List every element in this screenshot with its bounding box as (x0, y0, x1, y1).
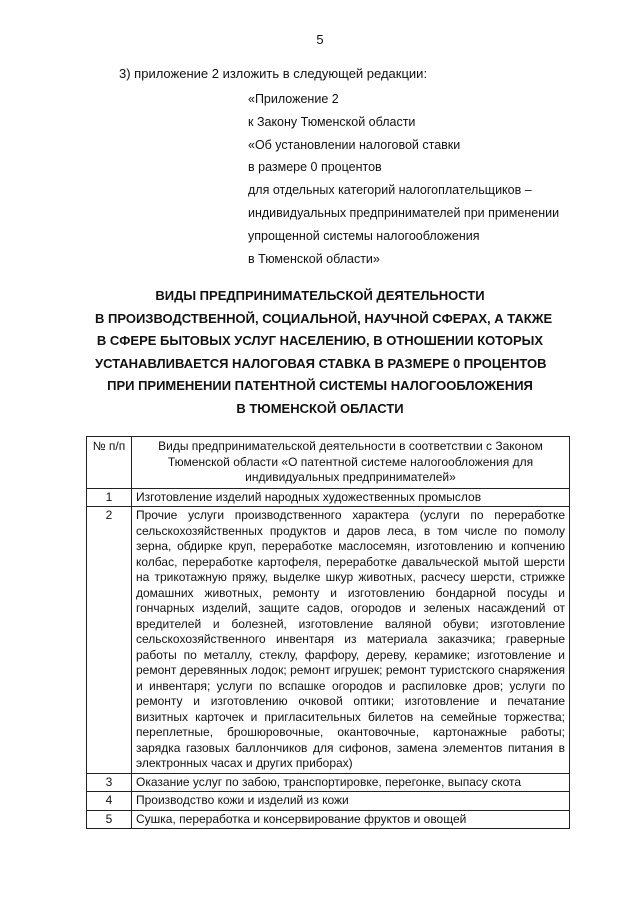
row-description: Изготовление изделий народных художественных промыслов (132, 488, 570, 507)
row-number: 1 (87, 488, 132, 507)
table-row (87, 810, 570, 829)
appendix-ref-line: для отдельных категорий налогоплательщиков – (248, 183, 532, 198)
appendix-ref-line: индивидуальных предпринимателей при применении (248, 205, 560, 220)
row-number: 3 (87, 773, 132, 792)
heading-line: В ПРОИЗВОДСТВЕННОЙ, СОЦИАЛЬНОЙ, НАУЧНОЙ СФЕРАХ, А ТАКЖЕ (95, 310, 553, 326)
row-number: 2 (87, 507, 132, 774)
table-row (87, 792, 570, 811)
page-number: 5 (316, 32, 324, 47)
row-description: Производство кожи и изделий из кожи (132, 792, 570, 811)
row-number: 5 (87, 810, 132, 829)
header-description: Виды предпринимательской деятельности в соответствии с Законом Тюменской области «О патентной системе налогообложения для индивидуальных предпринимателей» (132, 437, 570, 489)
heading-line: ВИДЫ ПРЕДПРИНИМАТЕЛЬСКОЙ ДЕЯТЕЛЬНОСТИ (155, 288, 485, 303)
document-heading (95, 285, 553, 421)
appendix-reference (248, 88, 588, 270)
appendix-ref-line: к Закону Тюменской области (248, 114, 416, 129)
heading-line: В ТЮМЕНСКОЙ ОБЛАСТИ (236, 400, 404, 416)
row-description: Сушка, переработка и консервирование фруктов и овощей (132, 810, 570, 829)
amendment-intro: 3) приложение 2 изложить в следующей редакции: (119, 66, 428, 81)
table-row (87, 488, 570, 507)
table-header-row (87, 437, 570, 489)
appendix-ref-line: в размере 0 процентов (248, 160, 382, 175)
table-row (87, 773, 570, 792)
row-number: 4 (87, 792, 132, 811)
heading-line: ПРИ ПРИМЕНЕНИИ ПАТЕНТНОЙ СИСТЕМЫ НАЛОГООБЛОЖЕНИЯ (107, 378, 533, 394)
header-number: № п/п (87, 437, 132, 489)
appendix-ref-line: «Приложение 2 (248, 92, 339, 106)
appendix-ref-line: «Об установлении налоговой ставки (248, 137, 461, 152)
row-description: Оказание услуг по забою, транспортировке, перегонке, выпасу скота (132, 773, 570, 792)
appendix-ref-line: в Тюменской области» (248, 251, 380, 266)
heading-line: В СФЕРЕ БЫТОВЫХ УСЛУГ НАСЕЛЕНИЮ, В ОТНОШЕНИИ КОТОРЫХ (96, 333, 544, 349)
table-row (87, 507, 570, 774)
row-description: Прочие услуги производственного характера (услуги по переработке сельскохозяйственных продуктов и даров леса, в том числе по помолу зерна, обдирке круп, переработке маслосемян, изготовлению и копчению колбас, переработке картофеля, переработке давальческой мытой шерсти на трикотажную пряжу, выделке шкур животных, расчесу шерсти, стрижке домашних животных, ремонту и изготовлению бондарной посуды и гончарных изделий, защите садов, огородов и зеленых насаждений от вредителей и болезней, изготовление валяной обуви; изготовление сельскохозяйственного инвентаря из материала заказчика; граверные работы по металлу, стеклу, фарфору, дереву, керамике; изготовление и ремонт деревянных лодок; ремонт игрушек; ремонт туристского снаряжения и инвентаря; услуги по вспашке огородов и распиловке дров; услуги по ремонту и изготовлению очковой оптики; изготовление и печатание визитных карточек и пригласительных билетов на семейные торжества; переплетные, брошюровочные, окантовочные, картонажные работы; зарядка газовых баллончиков для сифонов, замена элементов питания в электронных часах и других приборах) (132, 507, 570, 774)
appendix-ref-line: упрощенной системы налогообложения (248, 228, 480, 243)
activities-table (86, 436, 570, 829)
heading-line: УСТАНАВЛИВАЕТСЯ НАЛОГОВАЯ СТАВКА В РАЗМЕРЕ 0 ПРОЦЕНТОВ (95, 355, 547, 371)
